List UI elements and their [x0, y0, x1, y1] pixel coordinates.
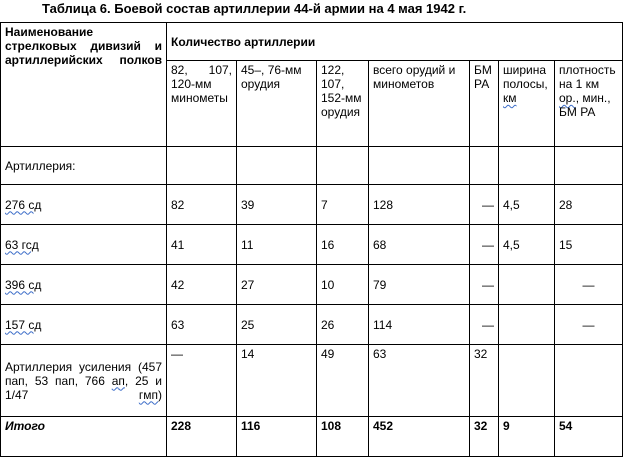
cell: 79 [369, 265, 470, 305]
cell: — [555, 305, 623, 345]
cell [470, 147, 499, 185]
header-strip-width: ширина полосы, км [499, 61, 555, 147]
table-row [1, 305, 623, 345]
row-label: Артиллерия: [1, 147, 167, 185]
cell: 108 [317, 417, 369, 457]
cell: 42 [167, 265, 237, 305]
cell: 32 [470, 417, 499, 457]
cell: 15 [555, 225, 623, 265]
row-label: 157 сд [1, 305, 167, 345]
table-caption: Таблица 6. Боевой состав артиллерии 44-й армии на 4 мая 1942 г. [42, 1, 467, 16]
header-guns-122-152: 122, 107, 152-мм орудия [317, 61, 369, 147]
cell [167, 147, 237, 185]
cell: 39 [237, 185, 317, 225]
cell: 128 [369, 185, 470, 225]
cell: — [555, 265, 623, 305]
row-label: Артиллерия усиления (457 пап, 53 пап, 766 ап, 25 и 1/47 гмп) [1, 345, 167, 417]
cell [237, 147, 317, 185]
cell: 27 [237, 265, 317, 305]
table-row [1, 147, 623, 185]
cell: 63 [369, 345, 470, 417]
cell: 9 [499, 417, 555, 457]
table-row-total [1, 417, 623, 457]
header-bm-ra: БМ РА [470, 61, 499, 147]
cell [499, 147, 555, 185]
cell [317, 147, 369, 185]
cell: 16 [317, 225, 369, 265]
row-label: 63 гсд [1, 225, 167, 265]
row-label: 276 сд [1, 185, 167, 225]
cell [499, 345, 555, 417]
cell: 68 [369, 225, 470, 265]
cell: 4,5 [499, 225, 555, 265]
cell: 32 [470, 345, 499, 417]
cell: 26 [317, 305, 369, 345]
cell: 11 [237, 225, 317, 265]
cell [499, 265, 555, 305]
cell: 14 [237, 345, 317, 417]
cell: — [470, 185, 499, 225]
cell: 116 [237, 417, 317, 457]
cell: — [167, 345, 237, 417]
cell: 49 [317, 345, 369, 417]
cell: 114 [369, 305, 470, 345]
cell: 10 [317, 265, 369, 305]
row-label: Итого [1, 417, 167, 457]
cell: — [470, 225, 499, 265]
cell [369, 147, 470, 185]
cell: 452 [369, 417, 470, 457]
table-row [1, 225, 623, 265]
table-row [1, 185, 623, 225]
cell: 228 [167, 417, 237, 457]
header-unit-name: Наименование стрелковых дивизий и артиллерийских полков [1, 23, 167, 147]
cell: 41 [167, 225, 237, 265]
cell: 4,5 [499, 185, 555, 225]
header-mortars: 82, 107, 120-мм минометы [167, 61, 237, 147]
cell [555, 147, 623, 185]
artillery-table [0, 22, 623, 457]
cell [555, 345, 623, 417]
cell: 63 [167, 305, 237, 345]
cell: — [470, 265, 499, 305]
header-density: плотность на 1 км ор., мин., БМ РА [555, 61, 623, 147]
cell [499, 305, 555, 345]
cell: 54 [555, 417, 623, 457]
table-row [1, 265, 623, 305]
cell: 7 [317, 185, 369, 225]
header-total-guns: всего орудий и минометов [369, 61, 470, 147]
cell: — [470, 305, 499, 345]
header-artillery-count: Количество артиллерии [167, 23, 623, 61]
cell: 28 [555, 185, 623, 225]
header-guns-45-76: 45–, 76-мм орудия [237, 61, 317, 147]
cell: 25 [237, 305, 317, 345]
cell: 82 [167, 185, 237, 225]
table-row [1, 345, 623, 417]
row-label: 396 сд [1, 265, 167, 305]
